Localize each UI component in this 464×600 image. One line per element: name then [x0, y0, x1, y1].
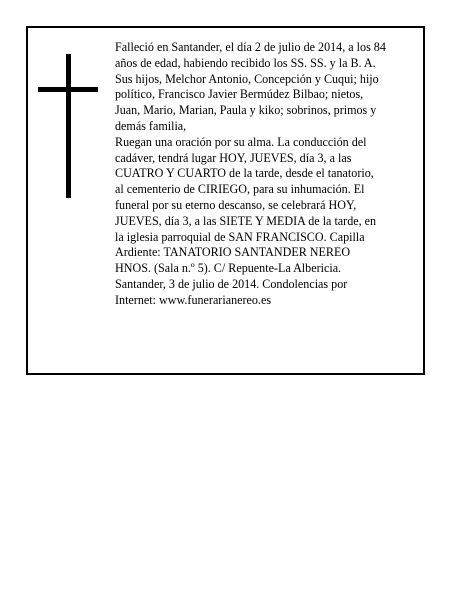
obituary-line: demás familia,	[115, 118, 187, 133]
cross-horizontal-bar	[38, 87, 98, 92]
obituary-line: la iglesia parroquial de SAN FRANCISCO. Capilla	[115, 229, 365, 244]
obituary-notice	[26, 26, 425, 375]
obituary-line: años de edad, habiendo recibido los SS. SS. y la B. A.	[115, 55, 376, 70]
obituary-line: funeral por su eterno descanso, se celebrará HOY,	[115, 197, 357, 212]
obituary-line: Santander, 3 de julio de 2014. Condolencias por	[115, 276, 348, 291]
obituary-line: Ruegan una oración por su alma. La conducción del	[115, 134, 367, 149]
cross-icon	[38, 54, 98, 198]
obituary-line: Sus hijos, Melchor Antonio, Concepción y Cuqui; hijo	[115, 71, 379, 86]
obituary-line: al cementerio de CIRIEGO, para su inhumación. El	[115, 182, 365, 197]
obituary-line: HNOS. (Sala n.º 5). C/ Repuente-La Albericia.	[115, 261, 342, 276]
obituary-text	[115, 40, 415, 309]
obituary-line: Internet: www.funerarianereo.es	[115, 292, 272, 307]
obituary-line: JUEVES, día 3, a las SIETE Y MEDIA de la tarde, en	[115, 213, 377, 228]
obituary-line: cadáver, tendrá lugar HOY, JUEVES, día 3, a las	[115, 150, 352, 165]
obituary-line: político, Francisco Javier Bermúdez Bilbao; nietos,	[115, 87, 364, 102]
cross-vertical-bar	[66, 54, 71, 198]
obituary-line: Juan, Mario, Marian, Paula y kiko; sobrinos, primos y	[115, 103, 377, 118]
obituary-line: Falleció en Santander, el día 2 de julio de 2014, a los 84	[115, 40, 386, 54]
obituary-line: Ardiente: TANATORIO SANTANDER NEREO	[115, 245, 351, 260]
obituary-line: CUATRO Y CUARTO de la tarde, desde el tanatorio,	[115, 166, 374, 181]
